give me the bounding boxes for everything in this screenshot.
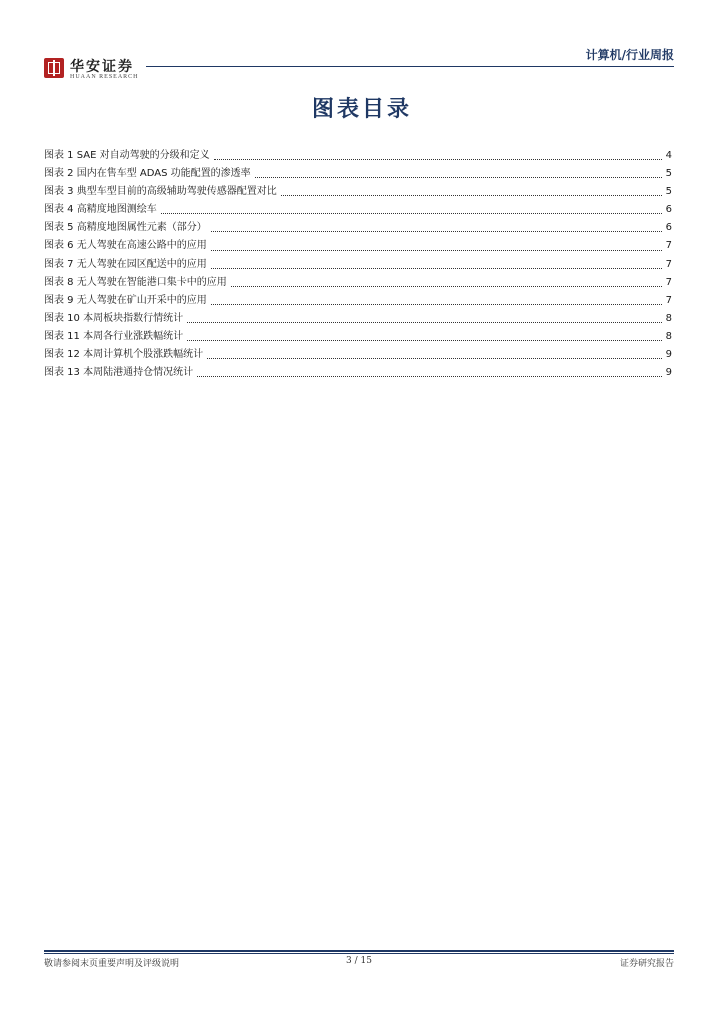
page-header [44,40,674,84]
toc-leader-dots [211,303,662,305]
toc-entry-label: 图表 11 本周各行业涨跌幅统计 [44,330,184,342]
toc-entry-page: 7 [665,294,672,306]
toc-leader-dots [187,339,662,341]
page-number: 3 / 15 [346,956,372,966]
toc-entry-label: 图表 1 SAE 对自动驾驶的分级和定义 [44,150,210,161]
toc-leader-dots [197,375,662,377]
toc-entry-label: 图表 3 典型车型目前的高级辅助驾驶传感器配置对比 [44,186,277,198]
logo-english-name: HUAAN RESEARCH [70,74,139,80]
table-of-figures [44,147,672,382]
logo-chinese-name: 华安证券 [70,59,134,75]
header-divider [146,66,674,67]
page-title: 图表目录 [311,96,412,122]
toc-entry[interactable] [44,183,672,201]
logo-seal-icon [44,58,64,78]
toc-leader-dots [255,176,662,178]
toc-entry-page: 6 [665,204,672,216]
toc-entry-page: 8 [665,330,672,342]
toc-entry-label: 图表 13 本周陆港通持仓情况统计 [44,367,194,379]
toc-entry[interactable] [44,256,672,274]
toc-entry[interactable] [44,147,672,165]
toc-entry-label: 图表 2 国内在售车型 ADAS 功能配置的渗透率 [44,168,251,180]
toc-leader-dots [207,357,662,359]
toc-entry-page: 8 [665,312,672,324]
toc-entry-label: 图表 7 无人驾驶在园区配送中的应用 [44,258,207,270]
toc-entry-page: 5 [665,168,672,180]
toc-entry-page: 7 [665,276,672,288]
toc-entry[interactable] [44,364,672,382]
toc-entry[interactable] [44,292,672,310]
toc-leader-dots [211,249,662,251]
footer-divider-thin [44,953,674,954]
toc-entry-label: 图表 12 本周计算机个股涨跌幅统计 [44,349,204,361]
toc-leader-dots [211,230,662,232]
toc-entry-page: 9 [665,349,672,361]
toc-leader-dots [187,321,662,323]
toc-entry-label: 图表 8 无人驾驶在智能港口集卡中的应用 [44,276,227,288]
toc-leader-dots [281,194,662,196]
toc-entry-page: 7 [665,258,672,270]
toc-leader-dots [161,212,662,214]
company-logo [44,58,174,82]
toc-entry[interactable] [44,237,672,255]
toc-entry-page: 9 [665,367,672,379]
toc-entry[interactable] [44,328,672,346]
toc-entry[interactable] [44,165,672,183]
disclaimer-note: 敬请参阅末页重要声明及评级说明 [44,959,180,969]
toc-entry-page: 6 [665,222,672,234]
toc-entry[interactable] [44,346,672,364]
toc-leader-dots [231,285,662,287]
report-category: 计算机/行业周报 [585,48,674,62]
toc-leader-dots [214,158,662,160]
toc-entry[interactable] [44,201,672,219]
toc-leader-dots [211,267,662,269]
toc-entry-label: 图表 5 高精度地图属性元素（部分） [44,222,207,234]
toc-entry-page: 5 [665,186,672,198]
page-footer [44,956,674,970]
toc-entry-label: 图表 9 无人驾驶在矿山开采中的应用 [44,294,207,306]
report-type: 证券研究报告 [619,959,674,969]
toc-entry[interactable] [44,310,672,328]
toc-entry-page: 4 [665,150,672,161]
toc-entry[interactable] [44,219,672,237]
toc-entry-label: 图表 6 无人驾驶在高速公路中的应用 [44,240,207,252]
toc-entry-label: 图表 10 本周板块指数行情统计 [44,312,184,324]
toc-entry[interactable] [44,274,672,292]
footer-divider [44,950,674,952]
toc-entry-page: 7 [665,240,672,252]
toc-entry-label: 图表 4 高精度地图测绘车 [44,204,157,216]
